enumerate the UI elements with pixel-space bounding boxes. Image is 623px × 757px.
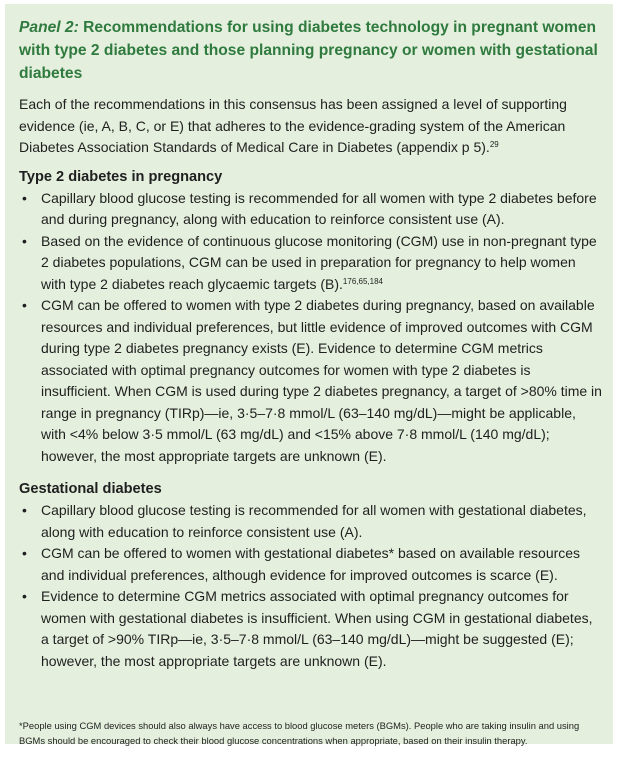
recommendation-text: Evidence to determine CGM metrics associated with optimal pregnancy outcomes for women with gestational diabetes is insufficient. When using CGM in gestational diabetes, a target of >90% TIRp—ie, 3·5–7·8 mmol/L (63–140 mg/dL)—might be suggested (E); however, the most appropriate targets are unknown (E).: [41, 588, 593, 669]
bullet-icon: •: [22, 545, 27, 561]
bullet-icon: •: [22, 189, 27, 206]
bullet-icon: •: [22, 232, 27, 249]
recommendation-item: [19, 500, 603, 543]
recommendation-text: Based on the evidence of continuous glucose monitoring (CGM) use in non-pregnant type 2 diabetes populations, CGM can be used in preparation for pregnancy to help women with type 2 diabetes reach glycaemic targets (B).: [41, 232, 597, 292]
intro-paragraph: [19, 94, 603, 159]
sections-container: [19, 167, 603, 673]
bullet-icon: •: [22, 297, 27, 313]
recommendation-text: CGM can be offered to women with gestational diabetes* based on available resources and individual preferences, although evidence for improved outcomes is scarce (E).: [41, 545, 581, 583]
panel-title: [19, 16, 603, 85]
recommendation-item: [19, 586, 603, 672]
recommendation-item: [19, 295, 603, 467]
recommendation-reference: 176,65,184: [342, 276, 383, 286]
bullet-icon: •: [22, 588, 27, 604]
recommendation-item: [19, 543, 603, 586]
footnote: *People using CGM devices should also always have access to blood glucose meters (BGMs). People who are taking insulin and using BGMs should be encouraged to check their blood glucose concentrations when appropriate, based on their insulin therapy.: [19, 720, 580, 747]
intro-text: Each of the recommendations in this consensus has been assigned a level of supporting evidence (ie, A, B, C, or E) that adheres to the evidence-grading system of the American Diabetes Association Standards of Medical Care in Diabetes (appendix p 5).: [19, 96, 567, 155]
recommendations-panel: [5, 4, 613, 747]
recommendation-text: Capillary blood glucose testing is recommended for all women with gestational diabetes, along with education to reinforce consistent use (A).: [41, 502, 587, 540]
recommendation-text: Capillary blood glucose testing is recommended for all women with type 2 diabetes before and during pregnancy, along with education to reinforce consistent use (A).: [41, 189, 597, 227]
recommendation-item: [19, 188, 603, 231]
section-heading: Gestational diabetes: [19, 481, 162, 497]
panel-title-text: Recommendations for using diabetes technology in pregnant women with type 2 diabetes and those planning pregnancy or women with gestational diabetes: [19, 19, 598, 82]
section-heading: Type 2 diabetes in pregnancy: [19, 168, 223, 185]
recommendation-list: [19, 500, 603, 672]
bullet-icon: •: [22, 502, 27, 518]
recommendation-list: [19, 188, 603, 468]
recommendation-item: [19, 231, 603, 296]
intro-reference: 29: [489, 140, 499, 149]
panel-label: Panel 2:: [19, 19, 79, 36]
recommendation-text: CGM can be offered to women with type 2 diabetes during pregnancy, based on available resources and individual preferences, but little evidence of improved outcomes with CGM during type 2 diabetes pregnancy exists (E). Evidence to determine CGM metrics associated with optimal pregnancy outcomes for women with type 2 diabetes is insufficient. When CGM is used during type 2 diabetes pregnancy, a target of >80% time in range in pregnancy (TIRp)—ie, 3·5–7·8 mmol/L (63–140 mg/dL)—might be applicable, with <4% below 3·5 mmol/L (63 mg/dL) and <15% above 7·8 mmol/L (140 mg/dL); however, the most appropriate targets are unknown (E).: [41, 297, 602, 464]
